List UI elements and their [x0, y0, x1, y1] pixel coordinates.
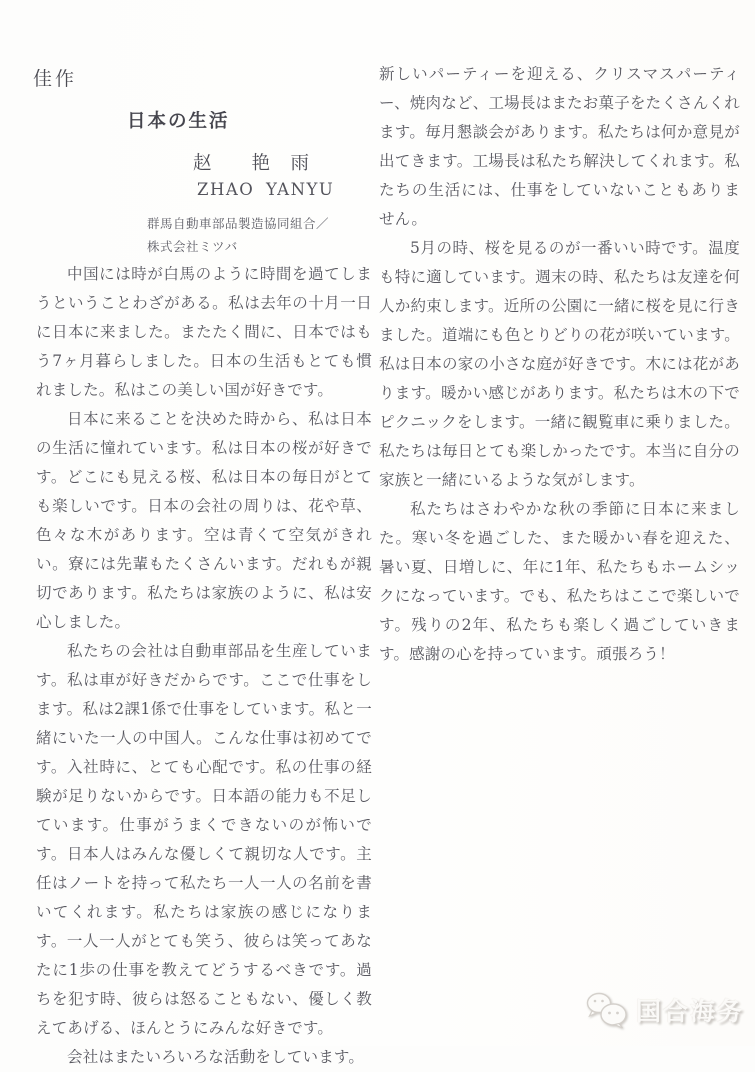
author-affiliation	[147, 212, 329, 258]
essay-paragraph: 私たちはさわやかな秋の季節に日本に来ました。寒い冬を過ごした、また暖かい春を迎えた、暑い夏、日増しに、年に1年、私たちもホームシックになっています。でも、私たちはここで楽しいです。残りの2年、私たちも楽しく過ごしていきます。感謝の心を持っています。頑張ろう！	[379, 500, 740, 663]
essay-paragraph: 新しいパーティーを迎える、クリスマスパーティー、焼肉など、工場長はまたお菓子をたくさんくれます。毎月懇談会があります。私たちは何か意見が出てきます。工場長は私たち解決してくれます。私たちの生活には、仕事をしていないこともありません。	[379, 65, 740, 228]
essay-paragraph: 会社はまたいろいろな活動をしています。	[67, 1048, 365, 1066]
essay-paragraph: 私たちの会社は自動車部品を生産しています。私は車が好きだからです。ここで仕事をします。私は2課1係で仕事をしています。私と一緒にいた一人の中国人。こんな仕事は初めてです。入社時に、とても心配です。私の仕事の経験が足りないからです。日本語の能力も不足しています。仕事がうまくできないのが怖いです。日本人はみんな優しくて親切な人です。主任はノートを持って私たち一人一人の名前を書いてくれます。私たちは家族の感じになります。一人一人がとても笑う、彼らは笑ってあなたに1歩の仕事を教えてどうするべきです。過ちを犯す時、彼らは怒ることもない、優しく教えてあげる、ほんとうにみんな好きです。	[36, 642, 372, 1037]
watermark-text: 国合海务	[635, 997, 744, 1026]
author-romaji: ZHAO YANYU	[197, 180, 335, 199]
essay-paragraph: 5月の時、桜を見るのが一番いい時です。温度も特に適しています。週末の時、私たちは友達を何人か約束します。近所の公園に一緒に桜を見に行きました。道端にも色とりどりの花が咲いています。私は日本の家の小さな庭が好きです。木には花があります。暖かい感じがあります。私たちは木の下でピクニックをします。一緒に観覧車に乗りました。私たちは毎日とても楽しかったです。本当に自分の家族と一緒にいるような気がします。	[379, 239, 740, 489]
award-label: 佳作	[33, 68, 78, 90]
affiliation-line-2: 株式会社ミツバ	[147, 239, 238, 254]
left-text-column	[36, 260, 372, 1072]
author-name: 赵 艳 雨	[193, 153, 311, 174]
wechat-icon	[585, 990, 629, 1030]
essay-paragraph: 日本に来ることを決めた時から、私は日本の生活に憧れています。私は日本の桜が好きです。どこにも見える桜、私は日本の毎日がとても楽しいです。日本の会社の周りは、花や草、色々な木があります。空は青くて空気がきれい。寮には先輩もたくさんいます。だれもが親切であります。私たちは家族のように、私は安心しました。	[36, 410, 372, 631]
essay-paragraph: 中国には時が白馬のように時間を過てしまうということわざがある。私は去年の十月一日に日本に来ました。またたく間に、日本ではもう7ヶ月暮らしました。日本の生活もとても慣れました。私はこの美しい国が好きです。	[36, 265, 372, 399]
essay-title: 日本の生活	[127, 111, 230, 132]
affiliation-line-1: 群馬自動車部品製造協同組合／	[147, 216, 330, 231]
watermark	[585, 990, 744, 1030]
right-text-column	[379, 60, 740, 669]
